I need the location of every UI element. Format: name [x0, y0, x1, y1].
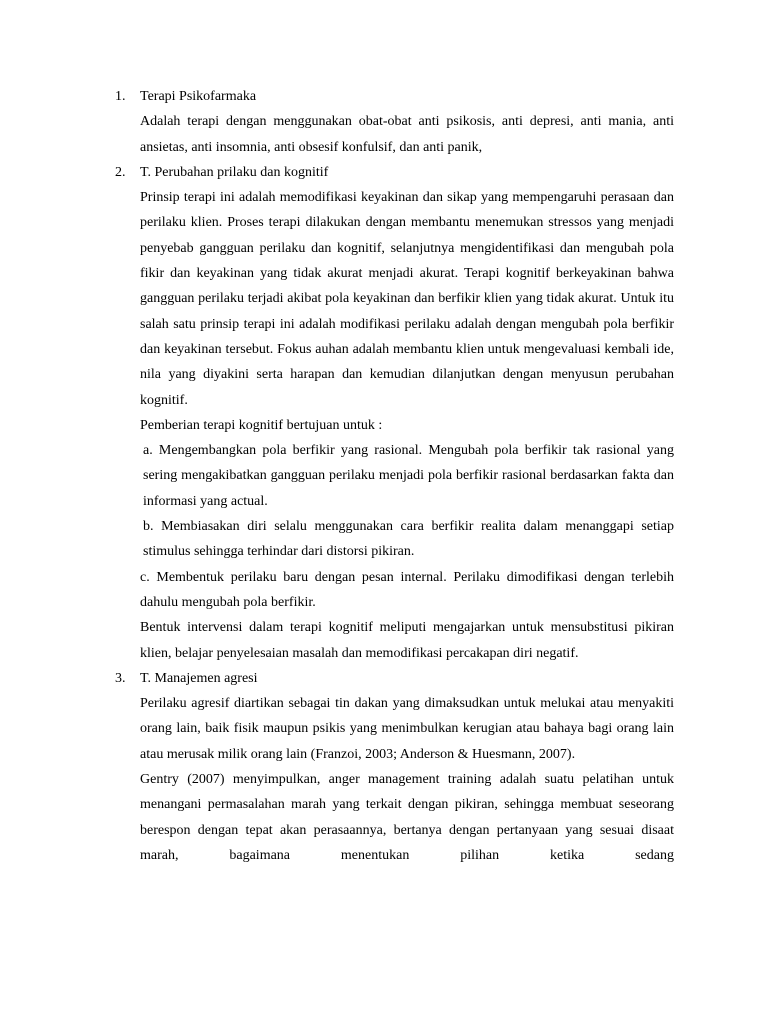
paragraph: Adalah terapi dengan menggunakan obat-obat anti psikosis, anti depresi, anti mania, anti ansietas, anti insomnia, anti obsesif konfulsif, dan anti panik, [140, 114, 674, 155]
section-heading: T. Perubahan prilaku dan kognitif [140, 164, 329, 180]
section-heading: Terapi Psikofarmaka [140, 89, 257, 104]
list-item-manajemen-agresi [115, 666, 674, 868]
sub-point-b: b. Membiasakan diri selalu menggunakan cara berfikir realita dalam menanggapi setiap stimulus sehingga terhindar dari distorsi pikiran. [143, 519, 674, 560]
list-number: 2. [115, 164, 126, 180]
paragraph: Prinsip terapi ini adalah memodifikasi keyakinan dan sikap yang mempengaruhi perasaan dan perilaku klien. Proses terapi dilakukan dengan membantu menemukan stressos yang menjadi penyebab gangguan perilaku dan kognitif, selanjutnya mengidentifikasi dan mengubah pola fikir dan keyakinan yang tidak akurat menjadi akurat. Terapi kognitif berkeyakinan bahwa gangguan perilaku terjadi akibat pola keyakinan dan berfikir klien yang tidak akurat. Untuk itu salah satu prinsip terapi ini adalah modifikasi perilaku adalah dengan mengubah pola berfikir dan keyakinan tersebut. Fokus auhan adalah membantu klien untuk mengevaluasi kembali ide, nila yang diyakini serta harapan dan kemudian dilanjutkan dengan menyusun perubahan kognitif. [140, 190, 674, 408]
paragraph: Pemberian terapi kognitif bertujuan untuk : [140, 417, 383, 433]
list-number: 1. [115, 89, 126, 104]
list-item-perubahan-prilaku [115, 160, 674, 666]
list-item-terapi-psikofarmaka [115, 84, 674, 160]
paragraph: Perilaku agresif diartikan sebagai tin dakan yang dimaksudkan untuk melukai atau menyakiti orang lain, baik fisik maupun psikis yang menimbulkan kerugian atau bahaya bagi orang lain atau merusak milik orang lain (Franzoi, 2003; Anderson & Huesmann, 2007). [140, 696, 674, 762]
paragraph: Gentry (2007) menyimpulkan, anger management training adalah suatu pelatihan untuk menangani permasalahan marah yang terkait dengan pikiran, sehingga membuat seseorang berespon dengan tepat akan perasaannya, bertanya dengan pertanyaan yang sesuai disaat marah, bagaimana menentukan pilihan ketika sedang [140, 772, 674, 863]
sub-point-c: c. Membentuk perilaku baru dengan pesan internal. Perilaku dimodifikasi dengan terlebih dahulu mengubah pola berfikir. [140, 569, 674, 610]
list-number: 3. [115, 670, 126, 686]
sub-point-a: a. Mengembangkan pola berfikir yang rasional. Mengubah pola berfikir tak rasional yang sering mengakibatkan gangguan perilaku menjadi pola berfikir rasional berdasarkan fakta dan informasi yang actual. [143, 443, 674, 509]
paragraph: Bentuk intervensi dalam terapi kognitif meliputi mengajarkan untuk mensubstitusi pikiran klien, belajar penyelesaian masalah dan memodifikasi percakapan diri negatif. [140, 620, 674, 661]
section-heading: T. Manajemen agresi [140, 670, 258, 686]
